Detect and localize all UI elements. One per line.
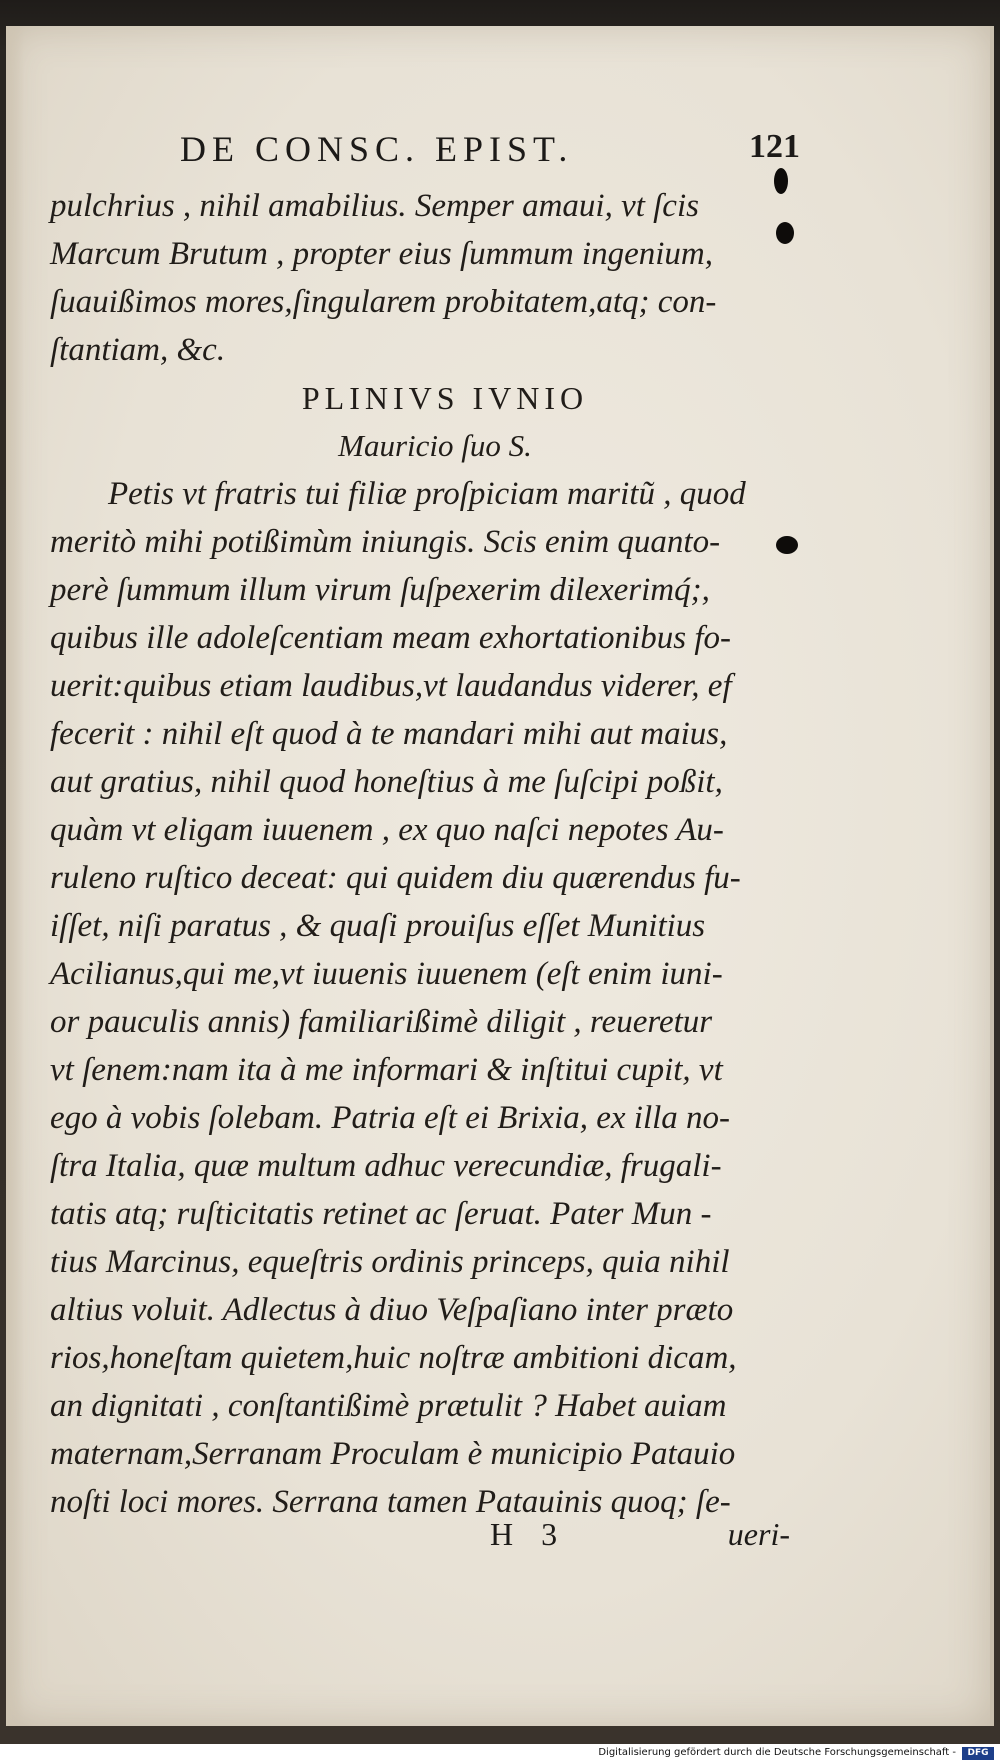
text-line: altius voluit. Adlectus à diuo Veſpaſiano inter præto (50, 1292, 734, 1328)
text-line: Petis vt fratris tui filiæ proſpiciam maritũ , quod (108, 476, 746, 512)
page-footer (490, 1516, 790, 1566)
text-line: iſſet, niſi paratus , & quaſi prouiſus eſſet Munitius (50, 908, 706, 944)
text-line: Acilianus,qui me,vt iuuenis iuuenem (eſt enim iuni- (50, 956, 723, 992)
signature-mark: H 3 (490, 1516, 568, 1552)
text-line: quàm vt eligam iuuenem , ex quo naſci nepotes Au- (50, 812, 724, 848)
text-line: uerit:quibus etiam laudibus,vt laudandus viderer, ef (50, 668, 732, 704)
page-number: 121 (749, 128, 800, 165)
text-line: perè ſummum illum virum ſuſpexerim dilexerimq́;, (50, 572, 710, 608)
text-line: pulchrius , nihil amabilius. Semper amaui, vt ſcis (50, 188, 699, 224)
text-line: ſtra Italia, quæ multum adhuc verecundiæ, frugali- (50, 1148, 722, 1184)
text-line: fecerit : nihil eſt quod à te mandari mihi aut maius, (50, 716, 728, 752)
catchword: ueri- (727, 1516, 790, 1552)
text-line: or pauculis annis) familiarißimè diligit , reueretur (50, 1004, 713, 1040)
text-line: ruleno ruſtico deceat: qui quidem diu quærendus fu- (50, 860, 741, 896)
page-header (180, 128, 800, 178)
letter-heading: PLINIVS IVNIO (301, 380, 589, 416)
text-line: aut gratius, nihil quod honeſtius à me ſuſcipi poßit, (50, 764, 723, 800)
text-line: ſtantiam, &c. (50, 332, 226, 368)
text-block (50, 182, 790, 1526)
text-line: tatis atq; ruſticitatis retinet ac ſeruat. Pater Mun - (50, 1196, 712, 1232)
text-line: ſuauißimos mores,ſingularem probitatem,atq; con- (50, 284, 717, 320)
text-line: noſti loci mores. Serrana tamen Patauinis quoq; ſe- (50, 1484, 731, 1520)
text-line: vt ſenem:nam ita à me informari & inſtitui cupit, vt (50, 1052, 723, 1088)
page-gutter-shadow (6, 26, 24, 1726)
text-line: rios,honeſtam quietem,huic noſtræ ambitioni dicam, (50, 1340, 737, 1376)
text-line: meritò mihi potißimùm iniungis. Scis enim quanto- (50, 524, 721, 560)
text-line: Marcum Brutum , propter eius ſummum ingenium, (50, 236, 713, 272)
text-line: tius Marcinus, equeſtris ordinis princeps, quia nihil (50, 1244, 730, 1280)
dfg-logo-icon: DFG (962, 1747, 994, 1760)
text-line: maternam,Serranam Proculam è municipio Patauio (50, 1436, 736, 1472)
text-line: ego à vobis ſolebam. Patria eſt ei Brixia, ex illa no- (50, 1100, 731, 1136)
text-line: an dignitati , conſtantißimè prætulit ? Habet auiam (50, 1388, 727, 1424)
text-line: quibus ille adoleſcentiam meam exhortationibus fo- (50, 620, 731, 656)
letter-subheading: Mauricio ſuo S. (338, 428, 532, 463)
digitization-credit-bar (0, 1744, 1000, 1764)
digitization-credit: Digitalisierung gefördert durch die Deutsche Forschungsgemeinschaft - (598, 1747, 956, 1758)
running-head: DE CONSC. EPIST. (180, 129, 574, 169)
